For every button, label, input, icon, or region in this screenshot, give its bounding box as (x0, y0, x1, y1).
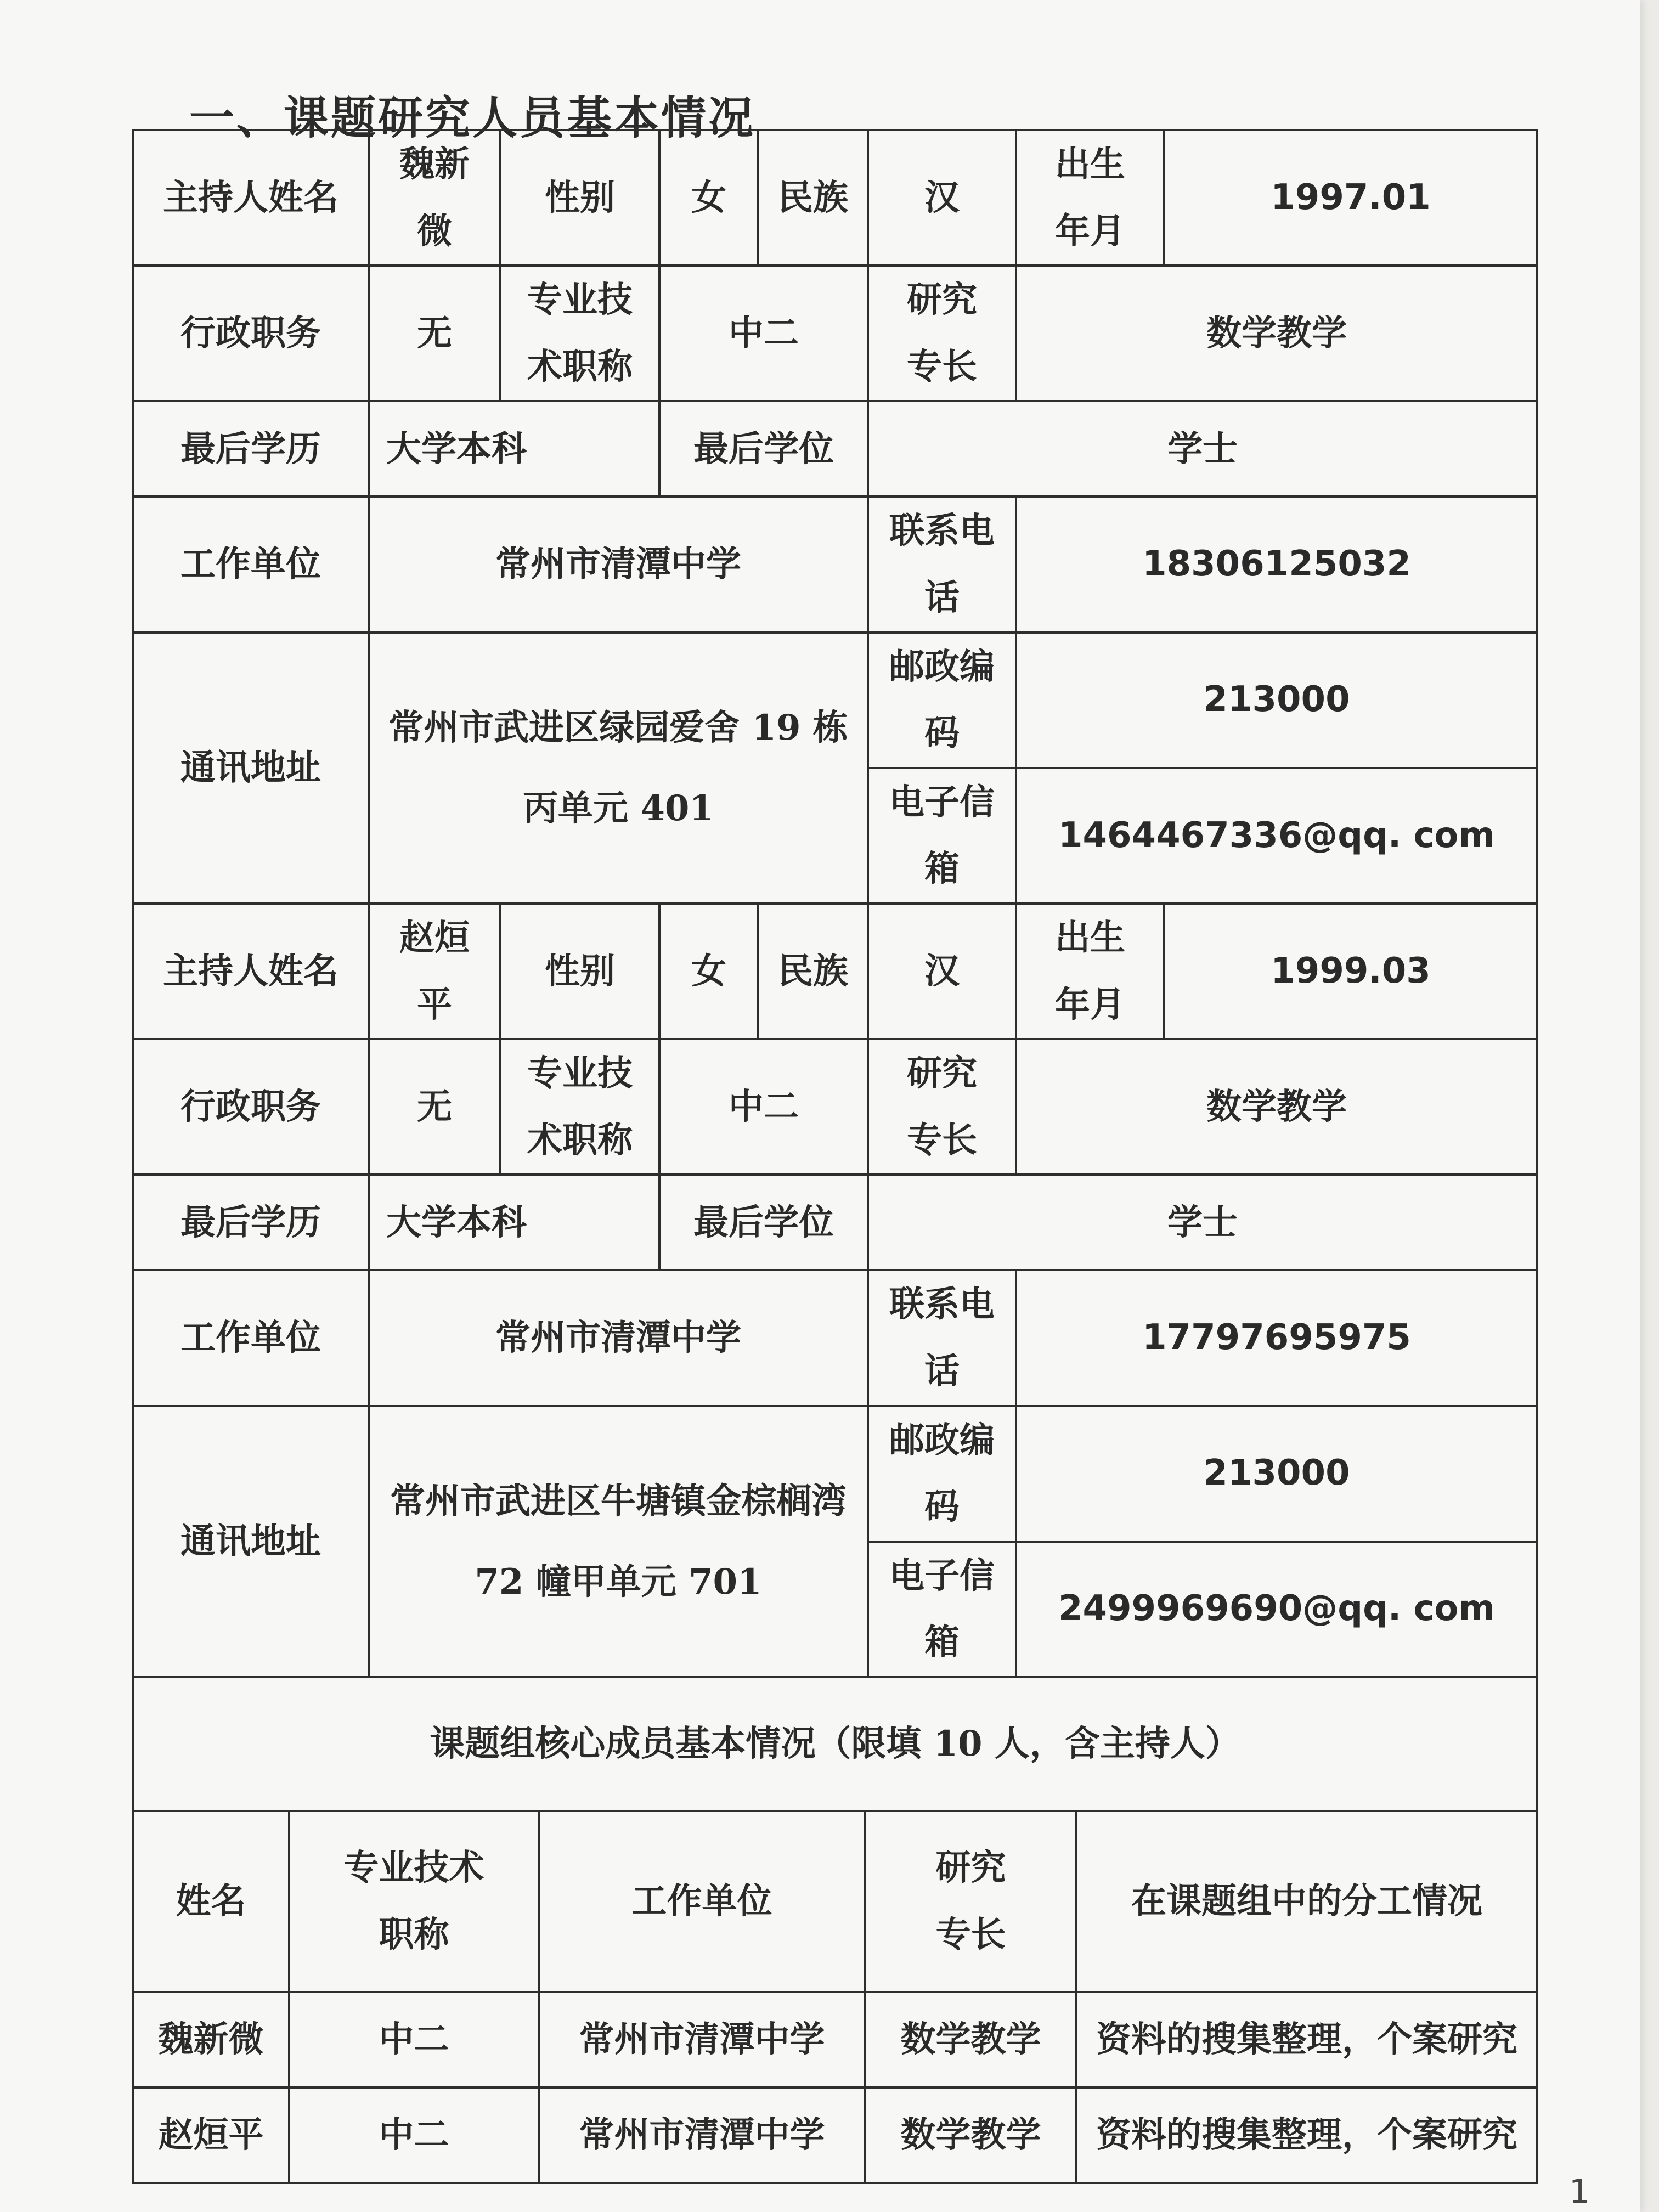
host-1-row-5 (133, 633, 1537, 768)
label-work-unit: 工作单位 (133, 496, 369, 632)
label-gender: 性别 (500, 130, 659, 266)
label-title: 专业技 术职称 (500, 1039, 659, 1175)
host-2-birth: 1999.03 (1164, 904, 1537, 1039)
member-name: 赵烜平 (133, 2087, 289, 2183)
host-2-row-2 (133, 1039, 1537, 1175)
personnel-table (132, 129, 1538, 1678)
header-name: 姓名 (133, 1811, 289, 1992)
member-title: 中二 (289, 2087, 539, 2183)
host-2-row-3 (133, 1175, 1537, 1270)
member-specialty: 数学教学 (865, 1992, 1076, 2087)
label-host-name: 主持人姓名 (133, 904, 369, 1039)
header-role: 在课题组中的分工情况 (1076, 1811, 1537, 1992)
host-2-admin-post: 无 (369, 1039, 500, 1175)
member-specialty: 数学教学 (865, 2087, 1076, 2183)
host-1-education: 大学本科 (369, 401, 659, 496)
header-specialty: 研究 专长 (865, 1811, 1076, 1992)
host-1-email: 1464467336@qq. com (1016, 768, 1537, 904)
members-section-title: 课题组核心成员基本情况（限填 10 人，含主持人） (133, 1677, 1537, 1811)
host-1-work-unit: 常州市清潭中学 (369, 496, 868, 632)
host-2-row-5 (133, 1406, 1537, 1542)
host-1-row-2 (133, 266, 1537, 401)
members-table (132, 1676, 1538, 2184)
host-1-specialty: 数学教学 (1016, 266, 1537, 401)
host-2-gender: 女 (659, 904, 758, 1039)
host-1-address: 常州市武进区绿园爱舍 19 栋 丙单元 401 (369, 633, 868, 904)
label-degree: 最后学位 (659, 401, 868, 496)
host-1-name: 魏新 微 (369, 130, 500, 266)
label-phone: 联系电话 (868, 496, 1016, 632)
host-1-degree: 学士 (868, 401, 1537, 496)
label-postcode: 邮政编码 (868, 633, 1016, 768)
label-ethnicity: 民族 (758, 130, 868, 266)
host-2-phone: 17797695975 (1016, 1270, 1537, 1406)
host-1-phone: 18306125032 (1016, 496, 1537, 632)
members-title-row (133, 1677, 1537, 1811)
host-2-name: 赵烜 平 (369, 904, 500, 1039)
host-2-ethnicity: 汉 (868, 904, 1016, 1039)
host-2-email: 2499969690@qq. com (1016, 1542, 1537, 1677)
host-2-row-1 (133, 904, 1537, 1039)
host-2-postcode: 213000 (1016, 1406, 1537, 1542)
host-1-row-1 (133, 130, 1537, 266)
member-work-unit: 常州市清潭中学 (539, 2087, 865, 2183)
host-1-ethnicity: 汉 (868, 130, 1016, 266)
member-name: 魏新微 (133, 1992, 289, 2087)
members-header-row (133, 1811, 1537, 1992)
personnel-form (132, 129, 1536, 2184)
host-1-row-4 (133, 496, 1537, 632)
host-2-address: 常州市武进区牛塘镇金棕榈湾 72 幢甲单元 701 (369, 1406, 868, 1677)
host-2-education: 大学本科 (369, 1175, 659, 1270)
header-work-unit: 工作单位 (539, 1811, 865, 1992)
host-2-row-4 (133, 1270, 1537, 1406)
label-specialty: 研究 专长 (868, 266, 1016, 401)
host-1-gender: 女 (659, 130, 758, 266)
host-2-work-unit: 常州市清潭中学 (369, 1270, 868, 1406)
label-host-name: 主持人姓名 (133, 130, 369, 266)
member-row (133, 2087, 1537, 2183)
member-role: 资料的搜集整理，个案研究 (1076, 2087, 1537, 2183)
host-2-title: 中二 (659, 1039, 868, 1175)
label-admin-post: 行政职务 (133, 1039, 369, 1175)
label-degree: 最后学位 (659, 1175, 868, 1270)
label-education: 最后学历 (133, 401, 369, 496)
host-2-degree: 学士 (868, 1175, 1537, 1270)
host-1-row-3 (133, 401, 1537, 496)
member-role: 资料的搜集整理，个案研究 (1076, 1992, 1537, 2087)
label-education: 最后学历 (133, 1175, 369, 1270)
host-1-postcode: 213000 (1016, 633, 1537, 768)
label-title: 专业技 术职称 (500, 266, 659, 401)
member-title: 中二 (289, 1992, 539, 2087)
host-1-admin-post: 无 (369, 266, 500, 401)
label-birth: 出生 年月 (1016, 130, 1164, 266)
label-work-unit: 工作单位 (133, 1270, 369, 1406)
member-row (133, 1992, 1537, 2087)
label-address: 通讯地址 (133, 633, 369, 904)
label-gender: 性别 (500, 904, 659, 1039)
label-email: 电子信箱 (868, 1542, 1016, 1677)
label-birth: 出生 年月 (1016, 904, 1164, 1039)
label-email: 电子信箱 (868, 768, 1016, 904)
host-1-title: 中二 (659, 266, 868, 401)
label-admin-post: 行政职务 (133, 266, 369, 401)
host-2-specialty: 数学教学 (1016, 1039, 1537, 1175)
label-postcode: 邮政编码 (868, 1406, 1016, 1542)
section-title: 一、课题研究人员基本情况 (189, 92, 756, 144)
label-specialty: 研究 专长 (868, 1039, 1016, 1175)
label-phone: 联系电话 (868, 1270, 1016, 1406)
label-address: 通讯地址 (133, 1406, 369, 1677)
header-title: 专业技术 职称 (289, 1811, 539, 1992)
host-1-birth: 1997.01 (1164, 130, 1537, 266)
member-work-unit: 常州市清潭中学 (539, 1992, 865, 2087)
page-number: 1 (1569, 2172, 1590, 2211)
label-ethnicity: 民族 (758, 904, 868, 1039)
